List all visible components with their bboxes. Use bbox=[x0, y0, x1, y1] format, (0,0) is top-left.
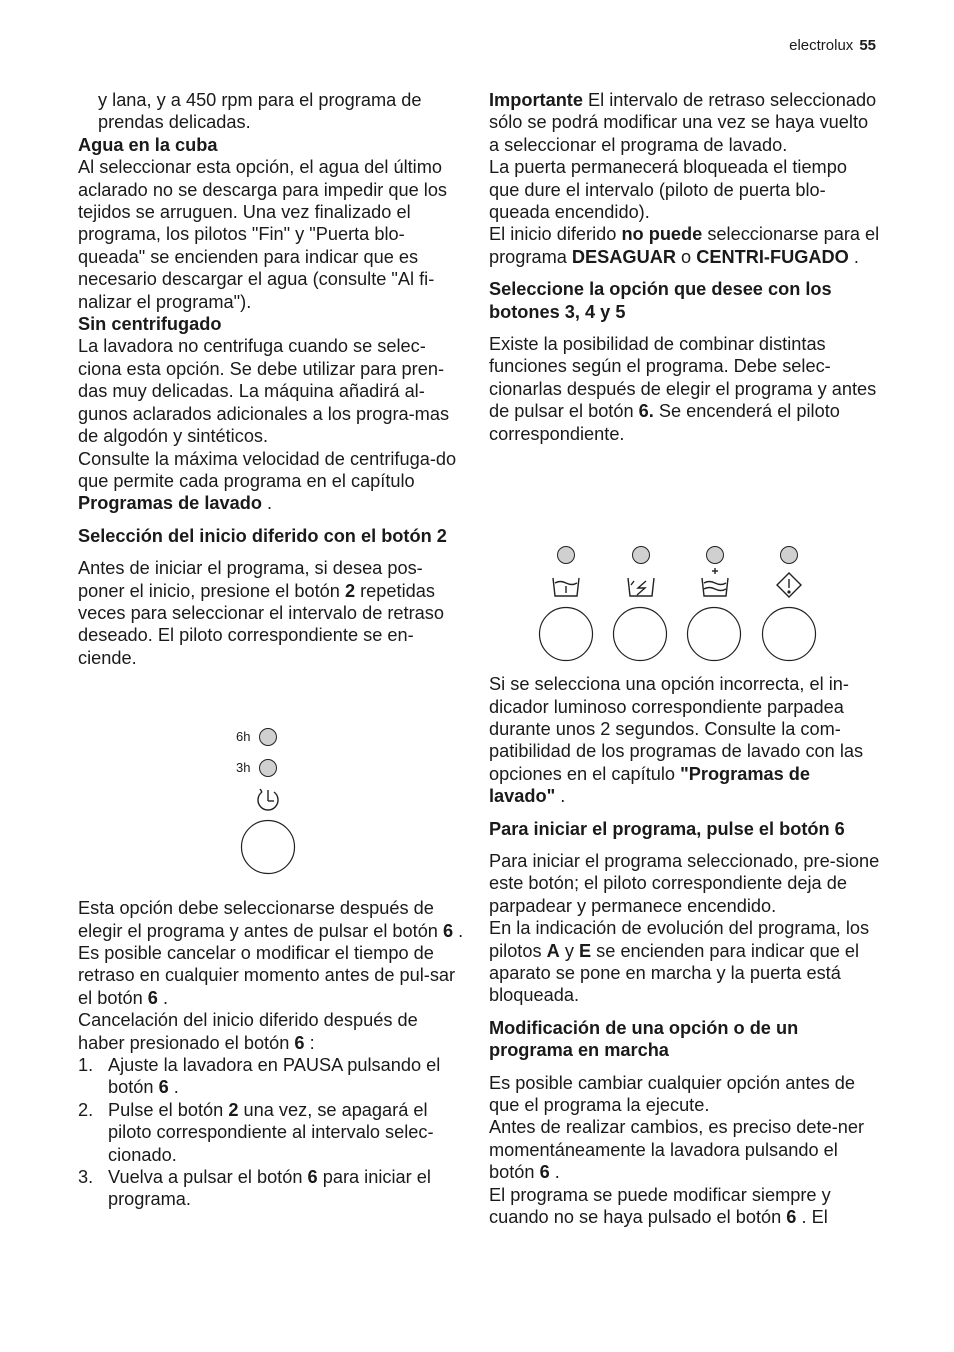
list-item bbox=[78, 1099, 468, 1166]
text-a: Existe la posibilidad de combinar distintas funciones según el programa. Debe selec-cionarlas después de elegir el programa y antes de pulsar el botón bbox=[489, 334, 877, 422]
paragraph-velocidad bbox=[78, 448, 468, 515]
steps-list bbox=[78, 1054, 468, 1211]
button-6 bbox=[763, 608, 816, 661]
text-a: Pulse el botón bbox=[108, 1099, 229, 1120]
button-5 bbox=[688, 608, 741, 661]
text-a: Cancelación del inicio diferido después de haber presionado el botón bbox=[78, 1010, 418, 1053]
paragraph-sin-centrifugado: La lavadora no centrifuga cuando se selec-ciona esta opción. Se debe utilizar para pren-das muy delicadas. La máquina añadirá al-gunos aclarados adicionales a los progra-mas de algodón y sintéticos. bbox=[78, 336, 450, 447]
paragraph-cancelar bbox=[78, 942, 468, 1009]
indicator-light-6h bbox=[260, 729, 277, 746]
text-button-number: 6 bbox=[442, 920, 454, 941]
text-centrifugado: CENTRI-FUGADO bbox=[696, 246, 849, 267]
text-a: Ajuste la lavadora en PAUSA pulsando el botón bbox=[108, 1055, 441, 1098]
text-c: . El bbox=[796, 1207, 828, 1228]
text-c: repetidas veces para seleccionar el intervalo de retraso deseado. El piloto correspondiente se en-ciende. bbox=[78, 580, 444, 668]
step-number: 1. bbox=[78, 1055, 94, 1075]
text-a: Antes de realizar cambios, es preciso dete-ner momentáneamente la lavadora pulsando el botón bbox=[489, 1117, 865, 1183]
paragraph-cancelacion bbox=[78, 1009, 468, 1054]
heading-sin-centrifugado: Sin centrifugado bbox=[78, 314, 222, 335]
text-c: . bbox=[555, 786, 566, 807]
indicator-light-1 bbox=[558, 547, 575, 564]
extra-rinse-icon bbox=[702, 568, 728, 596]
text-g: . bbox=[848, 246, 859, 267]
paragraph-opcion bbox=[78, 897, 468, 942]
text-a: Antes de iniciar el programa, si desea pos-poner el inicio, presione el botón bbox=[78, 558, 423, 601]
text-a: El inicio diferido bbox=[489, 224, 622, 245]
paragraph-puerta: La puerta permanecerá bloqueada el tiempo que dure el intervalo (piloto de puerta blo-queada encendido). bbox=[489, 157, 847, 223]
text-c: Se encenderá el piloto correspondiente. bbox=[489, 401, 840, 444]
indicator-light-2 bbox=[633, 547, 650, 564]
text-end: . bbox=[261, 493, 273, 514]
text-c: . bbox=[157, 987, 169, 1008]
text-a: Es posible cancelar o modificar el tiempo de retraso en cualquier momento antes de pul-sar el botón bbox=[78, 942, 456, 1008]
text-piloto-e: E bbox=[578, 940, 592, 961]
paragraph-no-puede bbox=[489, 223, 881, 268]
paragraph-continuation: y lana, y a 450 rpm para el programa de prendas delicadas. bbox=[98, 90, 422, 133]
text-no-puede: no puede bbox=[621, 224, 703, 245]
page-number: 55 bbox=[859, 37, 876, 54]
figure-option-buttons-panel bbox=[533, 540, 823, 668]
text-c: seleccionarse para el programa bbox=[489, 224, 880, 267]
option-info-icon bbox=[777, 573, 801, 597]
left-column bbox=[78, 89, 468, 1211]
options-panel-drawing bbox=[533, 540, 823, 668]
brand-name: electrolux bbox=[789, 37, 854, 54]
heading-agua-en-la-cuba: Agua en la cuba bbox=[78, 134, 218, 155]
delay-panel-drawing bbox=[230, 722, 310, 882]
paragraph-mod-1: Es posible cambiar cualquier opción antes de que el programa la ejecute. bbox=[489, 1072, 855, 1115]
label-6h: 6h bbox=[236, 729, 251, 744]
text-c: : bbox=[304, 1032, 315, 1053]
heading-iniciar-programa: Para iniciar el programa, pulse el botón 6 bbox=[489, 818, 845, 839]
text-button-number: 6. bbox=[638, 401, 654, 422]
indicator-light-4 bbox=[781, 547, 798, 564]
text-a: Vuelva a pulsar el botón bbox=[108, 1167, 308, 1188]
link-programas-de-lavado: Programas de lavado bbox=[78, 493, 262, 514]
no-spin-icon bbox=[628, 578, 654, 596]
text-button-number: 2 bbox=[344, 580, 356, 601]
text-button-number: 6 bbox=[786, 1207, 797, 1228]
indicator-light-3 bbox=[707, 547, 724, 564]
text-a: El programa se puede modificar siempre y cuando no se haya pulsado el botón bbox=[489, 1184, 831, 1228]
text-piloto-a: A bbox=[546, 940, 560, 961]
text-importante: Importante bbox=[489, 90, 583, 110]
heading-modificacion: Modificación de una opción o de un programa en marcha bbox=[489, 1017, 799, 1061]
text-button-number: 6 bbox=[307, 1167, 318, 1188]
button-3 bbox=[540, 608, 593, 661]
text-button-number: 6 bbox=[147, 987, 158, 1008]
text-a: En la indicación de evolución del programa, los pilotos bbox=[489, 918, 870, 961]
paragraph-opcion-incorrecta bbox=[489, 673, 881, 807]
step-number: 3. bbox=[78, 1167, 94, 1188]
figure-delay-start-panel bbox=[230, 722, 310, 882]
paragraph-mod-2 bbox=[489, 1116, 881, 1183]
paragraph-iniciar: Para iniciar el programa seleccionado, pre-sione este botón; el piloto correspondiente deja de parpadear y permanece encendido. bbox=[489, 850, 880, 916]
paragraph-inicio-diferido bbox=[78, 557, 468, 669]
text-c: . bbox=[453, 920, 464, 941]
delay-timer-icon bbox=[258, 789, 278, 810]
paragraph-importante bbox=[489, 89, 881, 156]
list-item bbox=[78, 1054, 468, 1099]
heading-seleccione-opcion: Seleccione la opción que desee con los botones 3, 4 y 5 bbox=[489, 279, 832, 322]
list-item bbox=[78, 1166, 468, 1211]
text-c: una vez, se apagará el piloto correspondiente al intervalo selec-cionado. bbox=[108, 1099, 434, 1165]
text-velocidad: Consulte la máxima velocidad de centrifuga-do que permite cada programa en el capítulo bbox=[78, 448, 457, 491]
text-button-number: 6 bbox=[158, 1077, 169, 1098]
text-button-number: 6 bbox=[294, 1032, 305, 1053]
text-e: o bbox=[676, 246, 697, 267]
text-button-number: 2 bbox=[228, 1099, 239, 1120]
button-4 bbox=[614, 608, 667, 661]
text-c: y bbox=[559, 940, 579, 961]
rinse-hold-icon bbox=[553, 578, 579, 596]
text-programas-de-lavado: "Programas de lavado" bbox=[489, 763, 811, 807]
page-header bbox=[789, 36, 876, 56]
step-number: 2. bbox=[78, 1099, 94, 1120]
text-a: Esta opción debe seleccionarse después de elegir el programa y antes de pulsar el botón bbox=[78, 898, 443, 941]
paragraph-seleccione bbox=[489, 333, 881, 445]
paragraph-agua: Al seleccionar esta opción, el agua del último aclarado no se descarga para impedir que los tejidos se arruguen. Una vez finalizado el programa, los pilotos "Fin" y "Puerta blo-queada" se encienden para indicar que es necesario descargar el agua (consulte "Al fi-nalizar el programa"). bbox=[78, 157, 448, 312]
text-c: para iniciar el programa. bbox=[108, 1167, 431, 1210]
heading-inicio-diferido: Selección del inicio diferido con el botón 2 bbox=[78, 525, 447, 546]
text-c: . bbox=[549, 1162, 560, 1183]
button-2 bbox=[242, 821, 295, 874]
text-button-number: 6 bbox=[539, 1162, 550, 1183]
text-importante-body: El intervalo de retraso seleccionado sólo se podrá modificar una vez se haya vuelto a seleccionar el programa de lavado. bbox=[489, 90, 877, 155]
indicator-light-3h bbox=[260, 760, 277, 777]
text-e: se encienden para indicar que el aparato se pone en marcha y la puerta está bloqueada. bbox=[489, 940, 860, 1006]
text-desaguar: DESAGUAR bbox=[571, 246, 676, 267]
paragraph-evolucion bbox=[489, 917, 881, 1007]
text-a: Si se selecciona una opción incorrecta, el in-dicador luminoso correspondiente parpadea durante unos 2 segundos. Consulte la com-patibilidad de los programas de lavado con las opciones en el capítulo bbox=[489, 674, 864, 784]
label-3h: 3h bbox=[236, 760, 251, 775]
paragraph-mod-3 bbox=[489, 1184, 881, 1229]
text-c: . bbox=[168, 1077, 179, 1098]
